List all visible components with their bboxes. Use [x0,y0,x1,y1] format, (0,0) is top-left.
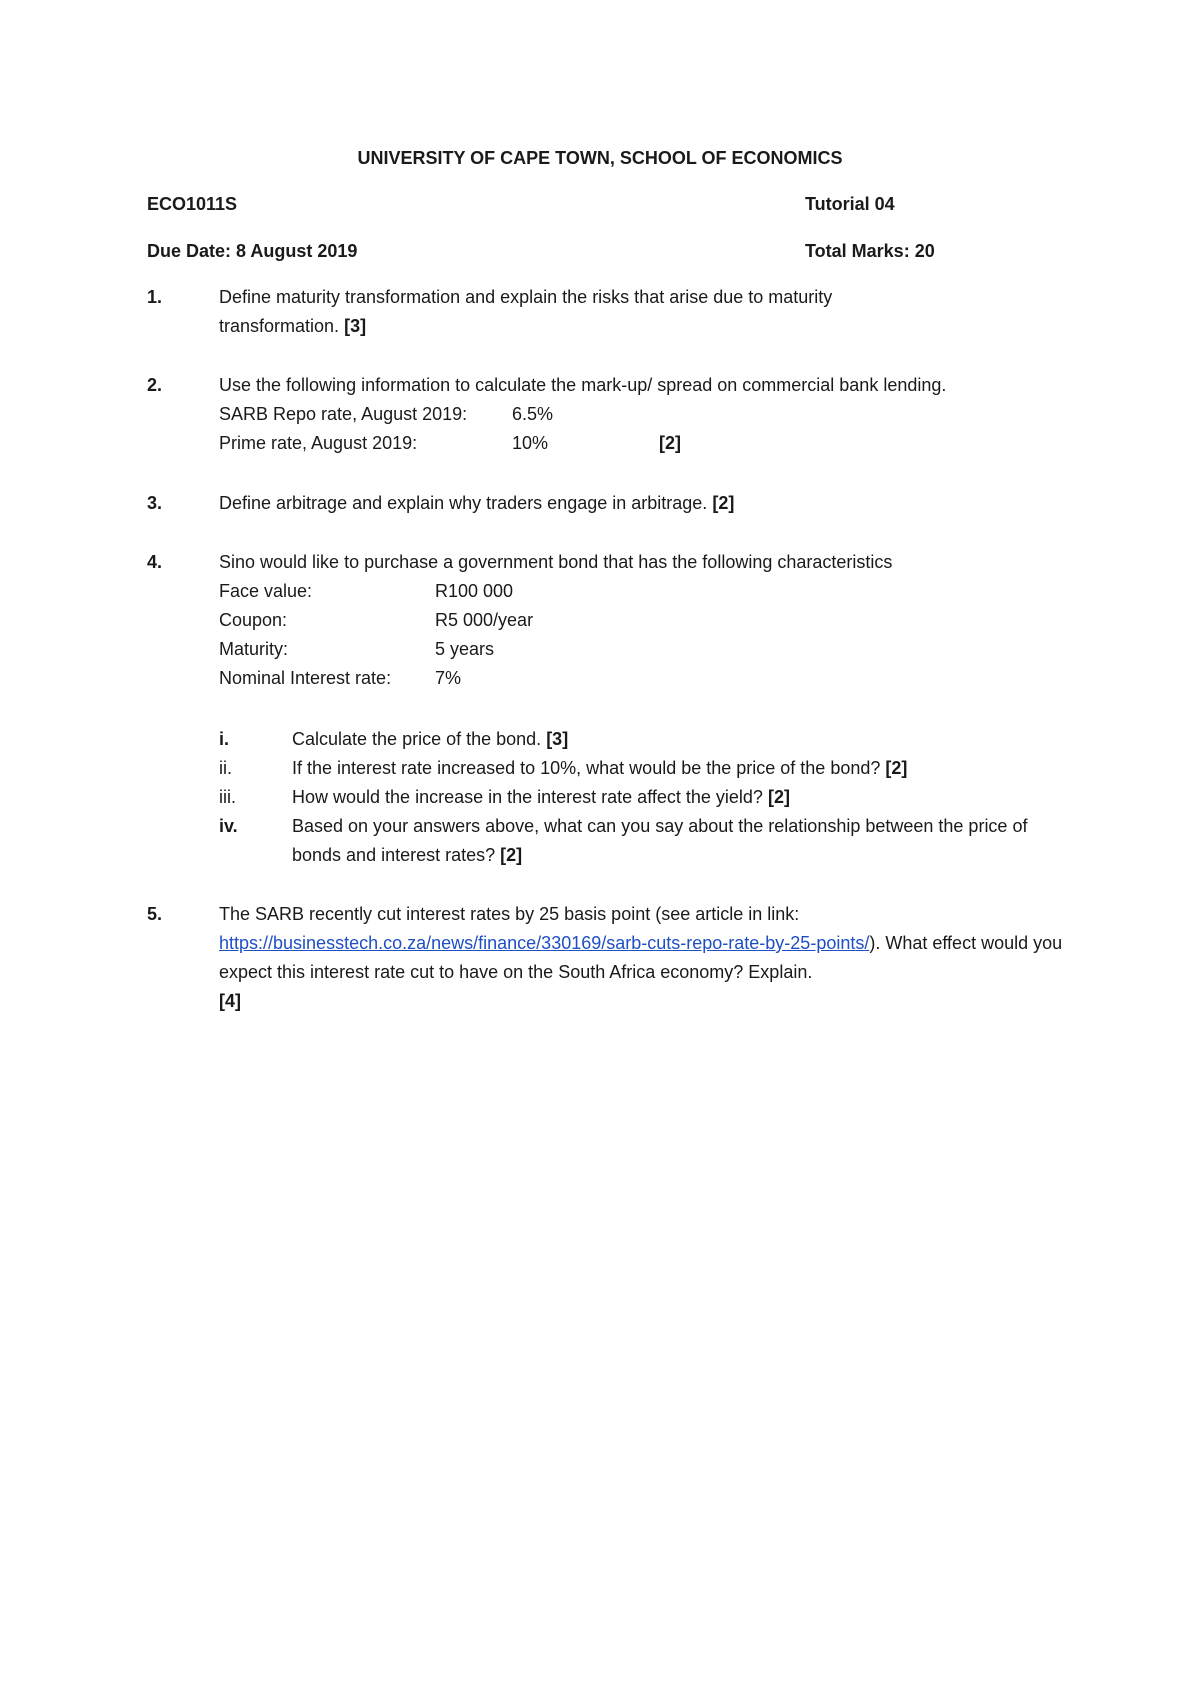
question-number: 1. [147,287,163,307]
bond-attribute-label: Coupon: [219,610,288,630]
question-text: Use the following information to calculate the mark-up/ spread on commercial bank lending. [219,375,947,395]
subquestion-iii [147,783,1077,812]
question-text: Define arbitrage and explain why traders engage in arbitrage. [219,493,708,513]
marks-label: [2] [500,845,523,865]
question-text-line: Define maturity transformation and explain the risks that arise due to maturity [219,287,833,307]
subquestion-numeral: ii. [219,758,232,778]
prime-rate-value: 10% [512,433,549,453]
question-4 [147,548,1077,693]
subquestion-i [147,725,1077,754]
due-date: Due Date: 8 August 2019 [147,241,358,261]
question-text: Sino would like to purchase a government bond that has the following characteristics [219,552,893,572]
question-1 [147,283,1077,341]
question-number: 2. [147,375,163,395]
page-title: UNIVERSITY OF CAPE TOWN, SCHOOL OF ECONOMICS [357,148,843,168]
prime-rate-label: Prime rate, August 2019: [219,433,418,453]
subquestion-ii [147,754,1077,783]
question-4-subparts [147,725,1077,870]
tutorial-number: Tutorial 04 [805,194,895,214]
subquestion-iv [147,812,1077,870]
marks-label: [3] [546,729,569,749]
question-3 [147,489,1077,518]
article-link[interactable]: https://businesstech.co.za/news/finance/330169/sarb-cuts-repo-rate-by-25-points/ [219,933,870,953]
marks-label: [3] [344,316,367,336]
repo-rate-label: SARB Repo rate, August 2019: [219,404,468,424]
subquestion-numeral: iv. [219,816,238,836]
bond-attribute-value: 5 years [435,639,495,659]
bond-attribute-label: Nominal Interest rate: [219,668,392,688]
subquestion-text: If the interest rate increased to 10%, what would be the price of the bond? [292,758,881,778]
question-text-line: transformation. [219,316,340,336]
question-number: 5. [147,904,163,924]
question-number: 4. [147,552,163,572]
bond-attribute-value: R100 000 [435,581,514,601]
bond-attribute-value: R5 000/year [435,610,534,630]
question-5 [147,900,1077,1016]
marks-label: [4] [219,991,241,1011]
bond-attribute-value: 7% [435,668,462,688]
marks-label: [2] [712,493,735,513]
question-number: 3. [147,493,163,513]
repo-rate-value: 6.5% [512,404,554,424]
subquestion-numeral: i. [219,729,230,749]
subquestion-numeral: iii. [219,787,236,807]
bond-attribute-label: Face value: [219,581,313,601]
course-code: ECO1011S [147,194,238,214]
question-text: The SARB recently cut interest rates by 25 basis point (see article in link: [219,904,800,924]
subquestion-text: How would the increase in the interest rate affect the yield? [292,787,763,807]
question-text: ). What effect would you expect this interest rate cut to have on the South Africa economy? Explain. [219,933,1063,982]
marks-label: [2] [885,758,908,778]
subquestion-text: Calculate the price of the bond. [292,729,542,749]
question-2 [147,371,1077,458]
marks-label: [2] [659,433,681,453]
subquestion-text: Based on your answers above, what can you say about the relationship between the price of bonds and interest rates? [292,816,1028,865]
total-marks: Total Marks: 20 [805,241,935,261]
marks-label: [2] [767,787,790,807]
bond-attribute-label: Maturity: [219,639,289,659]
